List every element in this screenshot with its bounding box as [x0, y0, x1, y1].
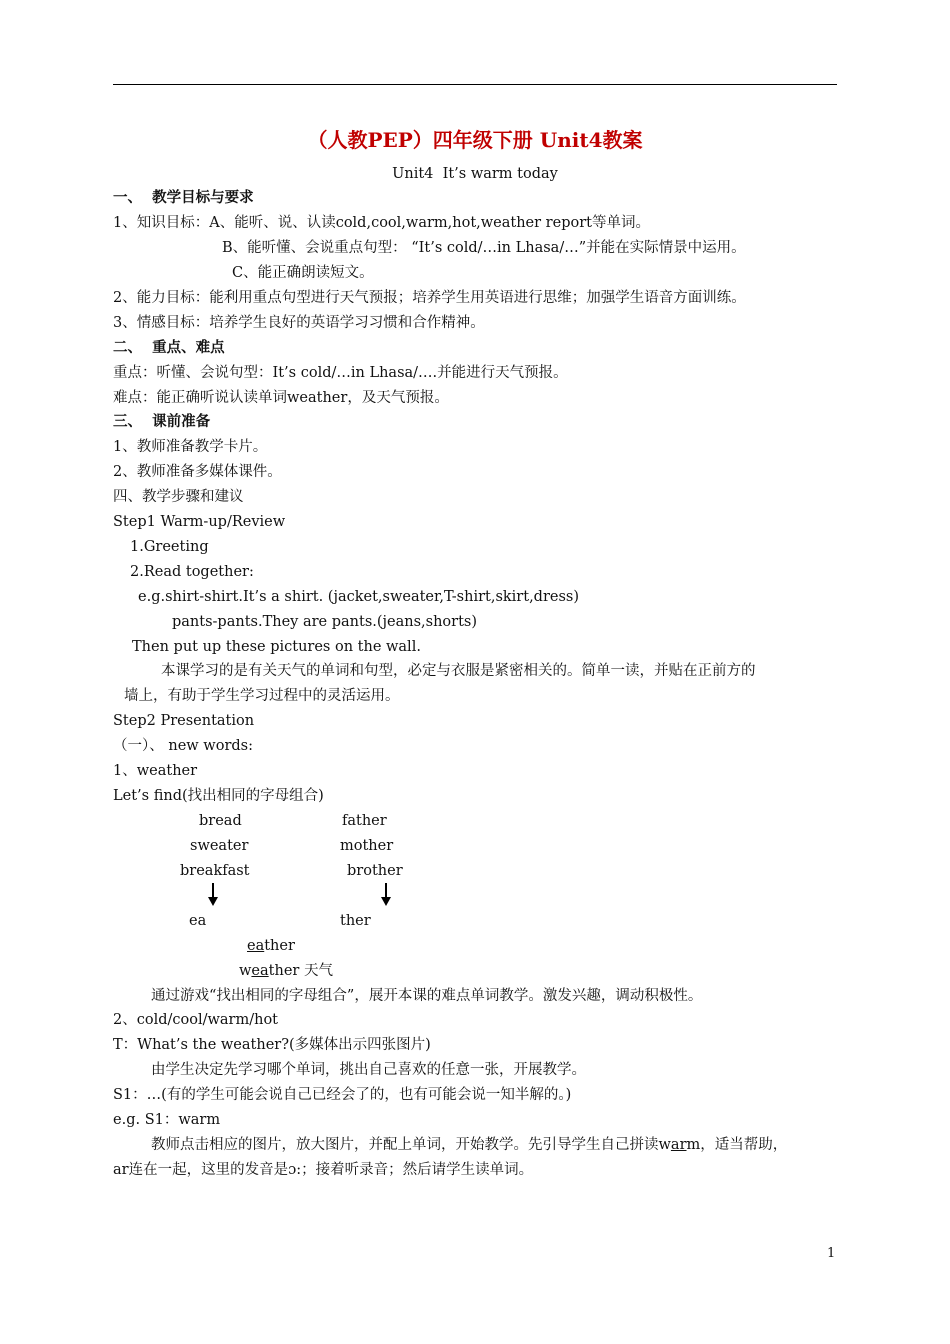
emotion-goal: 3、情感目标：培养学生良好的英语学习习惯和合作精神。: [113, 315, 485, 331]
lets-find: Let’s find(找出相同的字母组合): [113, 788, 324, 804]
prep-courseware: 2、教师准备多媒体课件。: [113, 464, 282, 480]
teacher-question: T：What’s the weather?(多媒体出示四张图片): [113, 1037, 431, 1053]
note3-suffix: m，适当帮助，: [686, 1137, 788, 1153]
result-ther: ther: [340, 913, 371, 929]
student-choose: 由学生决定先学习哪个单词，挑出自己喜欢的任意一张，开展教学。: [151, 1062, 586, 1078]
section-heading-keypoints: 二、 重点、难点: [113, 339, 225, 356]
word-bread: bread: [199, 813, 242, 829]
word-breakfast: breakfast: [180, 863, 250, 879]
section-heading-preparation: 三、 课前准备: [113, 413, 211, 430]
header-rule: [113, 84, 837, 85]
final-prefix: w: [239, 963, 252, 979]
note-game: 通过游戏“找出相同的字母组合”，展开本课的难点单词教学。激发兴趣，调动积极性。: [151, 988, 703, 1004]
step2-heading: Step2 Presentation: [113, 713, 255, 729]
note-clothing-line2: 墙上，有助于学生学习过程中的灵活运用。: [124, 688, 400, 704]
document-title: （人教PEP）四年级下册 Unit4教案: [307, 128, 643, 152]
knowledge-goal-b: B、能听懂、会说重点句型： “It’s cold/…in Lhasa/…”并能在实际情景中运用。: [222, 240, 746, 256]
word-brother: brother: [347, 863, 403, 879]
knowledge-goal-a: 1、知识目标：A、能听、说、认读cold,cool,warm,hot,weather report等单词。: [113, 215, 650, 231]
document-subtitle: Unit4 It’s warm today: [392, 166, 558, 182]
greeting-item: 1.Greeting: [130, 539, 209, 555]
note-teaching-line1: [151, 1135, 787, 1155]
word-mother: mother: [340, 838, 394, 854]
example-shirt: e.g.shirt-shirt.It’s a shirt. (jacket,sweater,T-shirt,skirt,dress): [138, 589, 580, 605]
final-underlined: ea: [251, 963, 269, 979]
weather-item: 1、weather: [113, 763, 198, 779]
ability-goal: 2、能力目标：能利用重点句型进行天气预报；培养学生用英语进行思维；加强学生语音方面训练。: [113, 290, 746, 306]
student-response: S1：…(有的学生可能会说自己已经会了的，也有可能会说一知半解的。): [113, 1087, 572, 1103]
final-suffix: ther 天气: [268, 963, 333, 979]
knowledge-goal-c: C、能正确朗读短文。: [232, 265, 374, 281]
example-pants: pants-pants.They are pants.(jeans,shorts): [172, 614, 478, 630]
combo-underlined: ea: [247, 938, 265, 954]
page-number: 1: [827, 1246, 836, 1261]
word-father: father: [342, 813, 387, 829]
step1-heading: Step1 Warm-up/Review: [113, 514, 286, 530]
new-words-heading: （一）、 new words:: [113, 738, 253, 754]
note3-underlined: ar: [670, 1137, 687, 1153]
example-warm: e.g. S1：warm: [113, 1112, 221, 1128]
word-sweater: sweater: [190, 838, 249, 854]
combo-rest: ther: [264, 938, 295, 954]
note3-prefix: 教师点击相应的图片，放大图片，并配上单词，开始教学。先引导学生自己拼读w: [151, 1137, 671, 1153]
put-up-pictures: Then put up these pictures on the wall.: [132, 639, 421, 655]
prep-cards: 1、教师准备教学卡片。: [113, 439, 268, 455]
final-weather: [239, 961, 333, 981]
section-heading-steps: 四、教学步骤和建议: [113, 489, 244, 505]
section-heading-objectives: 一、 教学目标与要求: [113, 189, 254, 206]
note-teaching-line2: ar连在一起，这里的发音是ɔ:；接着听录音；然后请学生读单词。: [113, 1162, 534, 1178]
read-together-item: 2.Read together:: [130, 564, 254, 580]
words-item2: 2、cold/cool/warm/hot: [113, 1012, 279, 1028]
combo-eather: [247, 936, 295, 956]
note-clothing-line1: 本课学习的是有关天气的单词和句型，必定与衣服是紧密相关的。简单一读，并贴在正前方的: [161, 663, 756, 679]
difficult-point: 难点：能正确听说认读单词weather，及天气预报。: [113, 390, 449, 406]
result-ea: ea: [189, 913, 207, 929]
key-point: 重点：听懂、会说句型：It’s cold/…in Lhasa/….并能进行天气预报。: [113, 365, 568, 381]
